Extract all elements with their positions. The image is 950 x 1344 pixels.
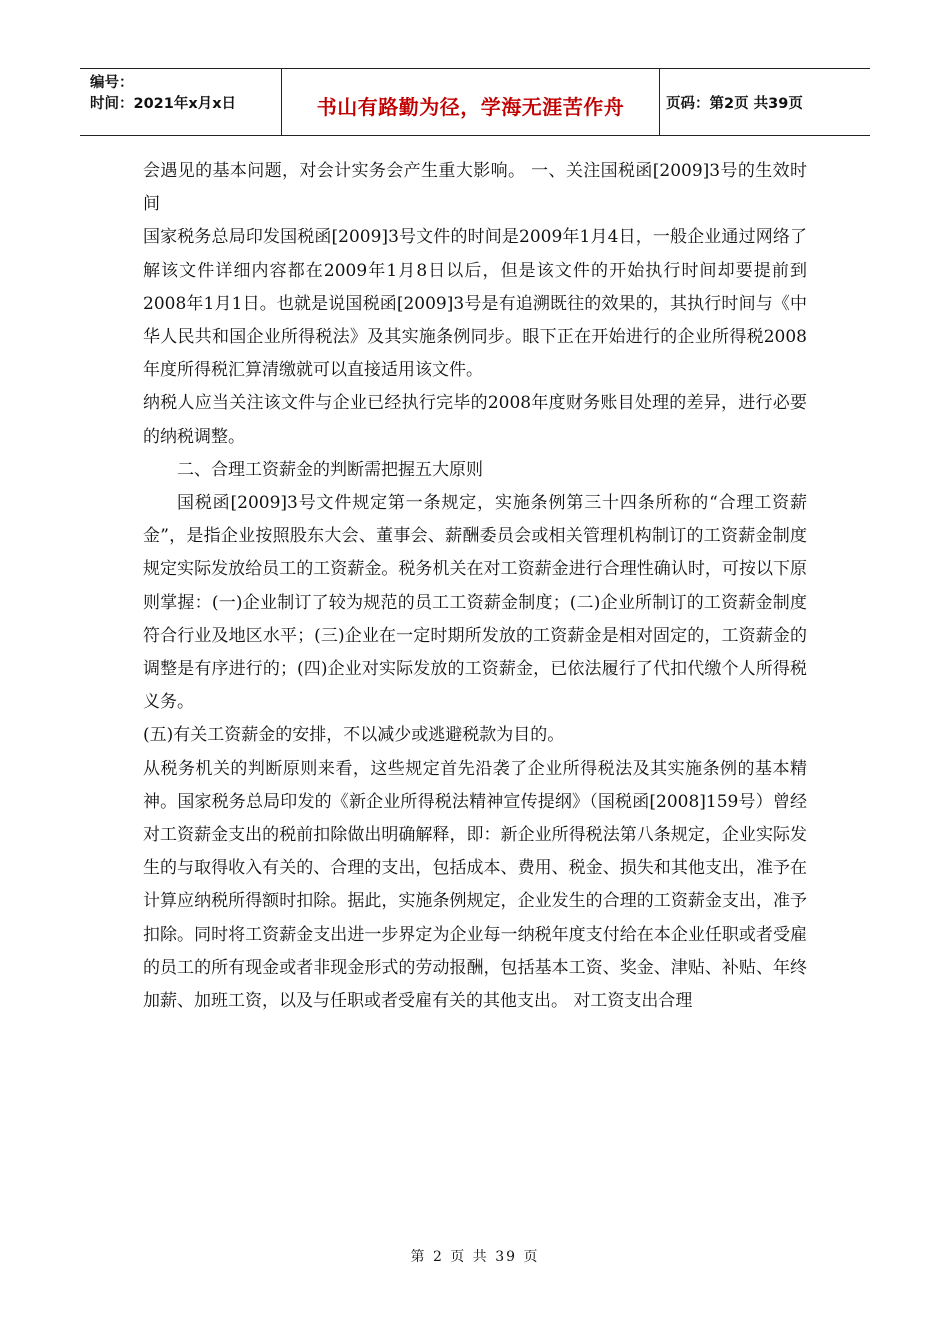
section-heading: 二、合理工资薪金的判断需把握五大原则 [177, 459, 483, 480]
page-footer: 第 2 页 共 39 页 [410, 1249, 540, 1265]
header-meta [80, 69, 282, 135]
paragraph: 从税务机关的判断原则来看，这些规定首先沿袭了企业所得税法及其实施条例的基本精神。国家税务总局印发的《新企业所得税法精神宣传提纲》（国税函[2008]159号）曾经对工资薪金支出的税前扣除做出明确解释，即：新企业所得税法第八条规定，企业实际发生的与取得收入有关的、合理的支出，包括成本、费用、税金、损失和其他支出，准予在计算应纳税所得额时扣除。据此，实施条例规定，企业发生的合理的工资薪金支出，准予扣除。同时将工资薪金支出进一步界定为企业每一纳税年度支付给在本企业任职或者受雇的员工的所有现金或者非现金形式的劳动报酬，包括基本工资、奖金、津贴、补贴、年终加薪、加班工资，以及与任职或者受雇有关的其他支出。 对工资支出合理 [143, 758, 807, 1012]
header-motto: 书山有路勤为径，学海无涯苦作舟 [282, 69, 660, 135]
paragraph: 纳税人应当关注该文件与企业已经执行完毕的2008年度财务账目处理的差异，进行必要的纳税调整。 [143, 393, 807, 447]
paragraph: (五)有关工资薪金的安排，不以减少或逃避税款为目的。 [143, 725, 565, 746]
document-number-label: 编号： [90, 75, 134, 91]
paragraph: 国税函[2009]3号文件规定第一条规定，实施条例第三十四条所称的“合理工资薪金”，是指企业按照股东大会、董事会、薪酬委员会或相关管理机构制订的工资薪金制度规定实际发放给员工的工资薪金。税务机关在对工资薪金进行合理性确认时，可按以下原则掌握：(一)企业制订了较为规范的员工工资薪金制度；(二)企业所制订的工资薪金制度符合行业及地区水平；(三)企业在一定时期所发放的工资薪金是相对固定的，工资薪金的调整是有序进行的；(四)企业对实际发放的工资薪金，已依法履行了代扣代缴个人所得税义务。 [143, 493, 807, 713]
paragraph: 国家税务总局印发国税函[2009]3号文件的时间是2009年1月4日，一般企业通过网络了解该文件详细内容都在2009年1月8日以后，但是该文件的开始执行时间却要提前到2008年1月1日。也就是说国税函[2009]3号是有追溯既往的效果的，其执行时间与《中华人民共和国企业所得税法》及其实施条例同步。眼下正在开始进行的企业所得税2008年度所得税汇算清缴就可以直接适用该文件。 [143, 227, 807, 381]
paragraph: 会遇见的基本问题，对会计实务会产生重大影响。 一、关注国税函[2009]3号的生效时间 [143, 161, 807, 215]
document-body [143, 155, 807, 1018]
page-header [80, 68, 870, 136]
document-date: 时间：2021年x月x日 [90, 96, 237, 112]
header-page-info: 页码：第2页 共39页 [666, 95, 803, 112]
